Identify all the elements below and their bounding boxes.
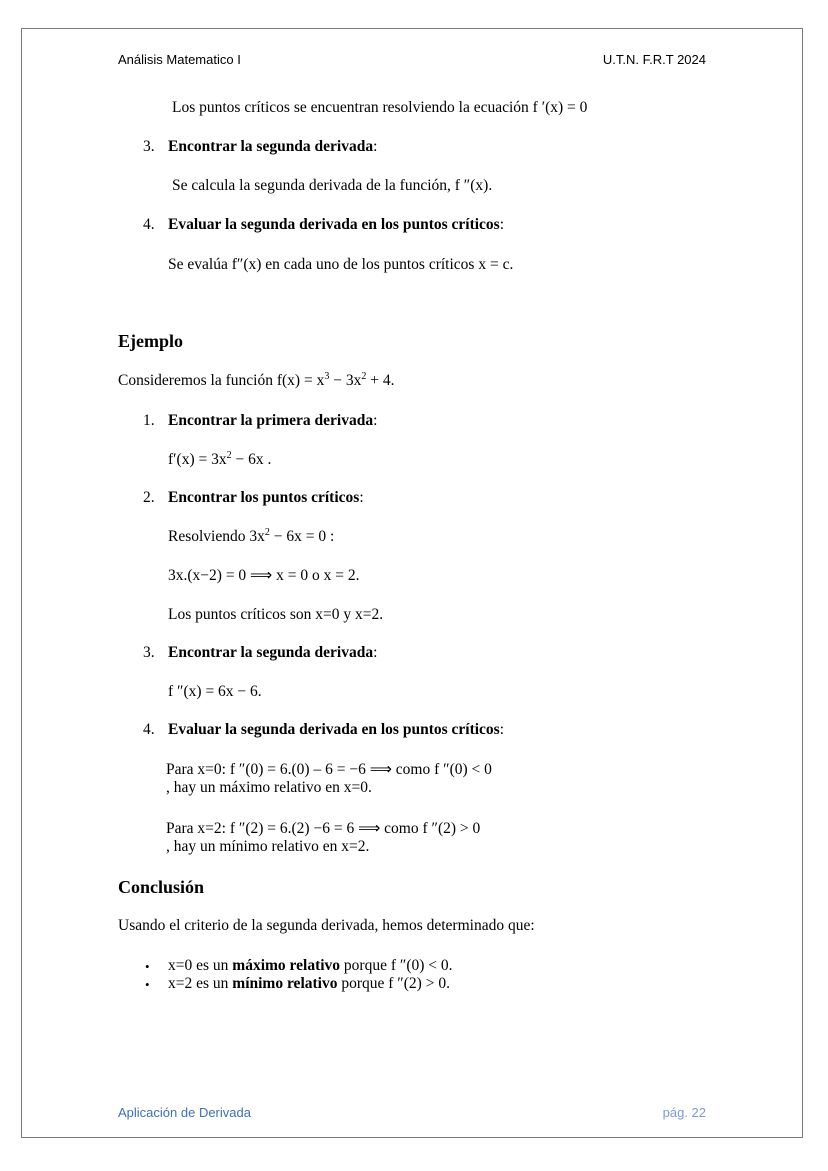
intro-part: + 4. [366,372,395,389]
eval-x0-line1: Para x=0: f ″(0) = 6.(0) – 6 = −6 ⟹ como f ″(0) < 0 [166,761,492,778]
bullet-part: porque f ″(2) > 0. [337,975,450,992]
step-colon: : [373,138,378,155]
conclusion-text: Usando el criterio de la segunda derivada, hemos determinado que: [118,917,535,934]
bullet-icon: • [145,977,150,992]
formula-part: − 6x = 0 : [269,528,335,545]
step-number: 3. [143,138,155,155]
intro-part: − 3x [329,372,362,389]
solve-equation [168,528,334,547]
conclusion-heading: Conclusión [118,877,205,897]
eval-x0-line2: , hay un máximo relativo en x=0. [166,779,372,796]
footer-left: Aplicación de Derivada [118,1105,251,1120]
footer-page-number: pág. 22 [662,1105,706,1120]
step-number: 4. [143,721,155,738]
step-title: Encontrar la segunda derivada [168,644,374,661]
header-right: U.T.N. F.R.T 2024 [602,52,706,67]
conclusion-bullet-min [168,975,450,994]
step-number: 2. [143,489,155,506]
critical-points-text: Los puntos críticos se encuentran resolviendo la ecuación f ′(x) = 0 [172,99,588,116]
step-heading [168,412,377,431]
exponent: 3 [324,371,330,382]
formula-part: − 6x . [231,451,272,468]
first-derivative [168,451,271,470]
step-heading [168,644,377,663]
step-colon: : [373,644,378,661]
eval-x2-line1: Para x=2: f ″(2) = 6.(2) −6 = 6 ⟹ como f ″(2) > 0 [166,820,481,837]
step-title: Evaluar la segunda derivada en los puntos críticos [168,721,500,738]
bullet-bold: máximo relativo [232,957,341,974]
step-colon: : [499,216,505,233]
bullet-part: x=0 es un [168,957,233,974]
bullet-part: x=2 es un [168,975,233,992]
example-heading: Ejemplo [118,331,183,351]
bullet-bold: mínimo relativo [232,975,338,992]
step-colon: : [359,489,364,506]
step-title: Encontrar la segunda derivada [168,138,374,155]
step-body: Se evalúa f″(x) en cada uno de los puntos críticos x = c. [168,256,514,273]
bullet-icon: • [145,959,150,974]
intro-part: Consideremos la función f(x) = x [118,372,325,389]
second-derivative: f ″(x) = 6x − 6. [168,683,262,700]
step-body: Se calcula la segunda derivada de la función, f ″(x). [172,177,493,194]
step-heading [168,216,504,235]
step-title: Encontrar la primera derivada [168,412,374,429]
conclusion-bullet-max [168,957,453,976]
step-title: Evaluar la segunda derivada en los puntos críticos [168,216,500,233]
step-heading [168,721,504,740]
exponent: 2 [264,527,270,538]
step-number: 4. [143,216,155,233]
step-colon: : [499,721,505,738]
factorization: 3x.(x−2) = 0 ⟹ x = 0 o x = 2. [168,567,360,584]
step-number: 1. [143,412,155,429]
formula-part: f′(x) = 3x [168,451,227,468]
critical-points-result: Los puntos críticos son x=0 y x=2. [168,606,384,623]
step-title: Encontrar los puntos críticos [168,489,360,506]
bullet-part: porque f ″(0) < 0. [340,957,453,974]
step-colon: : [373,412,378,429]
header-left: Análisis Matematico I [118,52,241,67]
exponent: 2 [226,450,232,461]
step-heading [168,489,364,508]
example-intro [118,372,394,391]
step-number: 3. [143,644,155,661]
eval-x2-line2: , hay un mínimo relativo en x=2. [166,838,370,855]
step-heading [168,138,377,157]
formula-part: Resolviendo 3x [168,528,265,545]
exponent: 2 [361,371,367,382]
